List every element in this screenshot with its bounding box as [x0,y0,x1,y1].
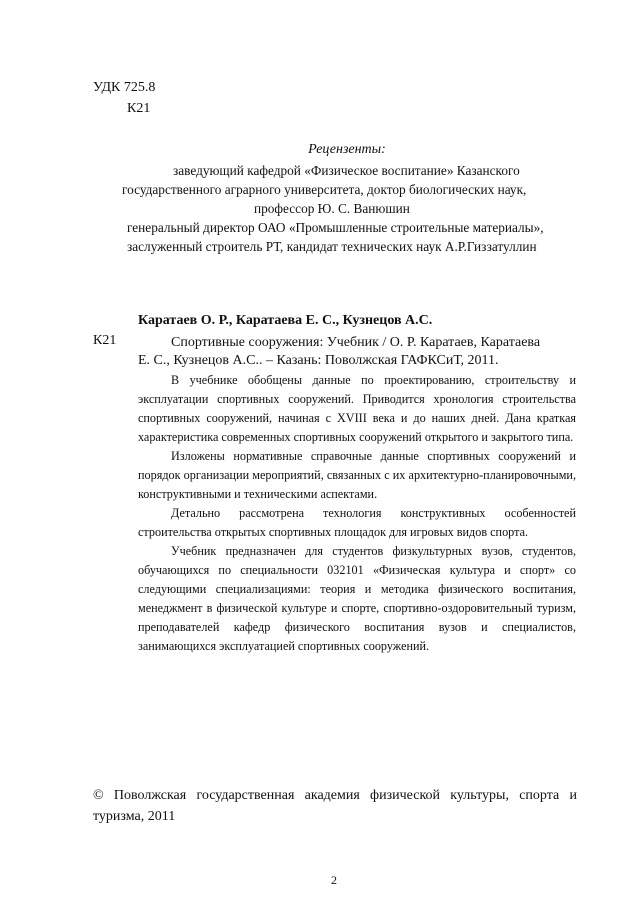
reviewer-line: профессор Ю. С. Ванюшин [254,201,410,216]
abstract-paragraph: Учебник предназначен для студентов физкультурных вузов, студентов, обучающихся по специальности 032101 «Физическая культура и спорт» со следующими специализациями: теория и методика физического воспитания, менеджмент в физической культуре и спорте, спортивно-оздоровительный туризм, преподавателей кафедр физического воспитания вузов и специалистов, занимающихся эксплуатацией спортивных сооружений. [138,544,576,653]
book-authors: Каратаев О. Р., Каратаева Е. С., Кузнецов А.С. [138,313,433,328]
udk-code: УДК 725.8 [93,80,156,95]
bbk-code: К21 [127,101,151,116]
reviewers-title: Рецензенты: [308,142,386,157]
abstract-paragraph: Изложены нормативные справочные данные спортивных сооружений и порядок организации мероприятий, связанных с их архитектурно-планировочными, конструктивными и техническими аспектами. [138,449,576,501]
side-bbk-code: К21 [93,333,117,348]
citation-line: Спортивные сооружения: Учебник / О. Р. Каратаев, Каратаева [171,335,541,350]
reviewer-line: государственного аграрного университета, доктор биологических наук, [122,182,527,197]
reviewer-line: заведующий кафедрой «Физическое воспитание» Казанского [173,163,520,178]
reviewer-line: заслуженный строитель РТ, кандидат технических наук А.Р.Гиззатуллин [127,239,537,254]
abstract [138,371,576,656]
page-number: 2 [331,873,337,887]
copyright-notice: © Поволжская государственная академия физической культуры, спорта и туризма, 2011 [93,788,577,824]
reviewer-line: генеральный директор ОАО «Промышленные строительные материалы», [127,220,544,235]
abstract-paragraph: В учебнике обобщены данные по проектированию, строительству и эксплуатации спортивных сооружений. Приводится хронология строительства спортивных сооружений, начиная с XVIII века и до наших дней. Дана краткая характеристика современных спортивных сооружений открытого и закрытого типа. [138,373,576,444]
citation-line: Е. С., Кузнецов А.С.. – Казань: Поволжская ГАФКСиТ, 2011. [138,353,499,368]
abstract-paragraph: Детально рассмотрена технология конструктивных особенностей строительства открытых спортивных площадок для игровых видов спорта. [138,506,576,539]
